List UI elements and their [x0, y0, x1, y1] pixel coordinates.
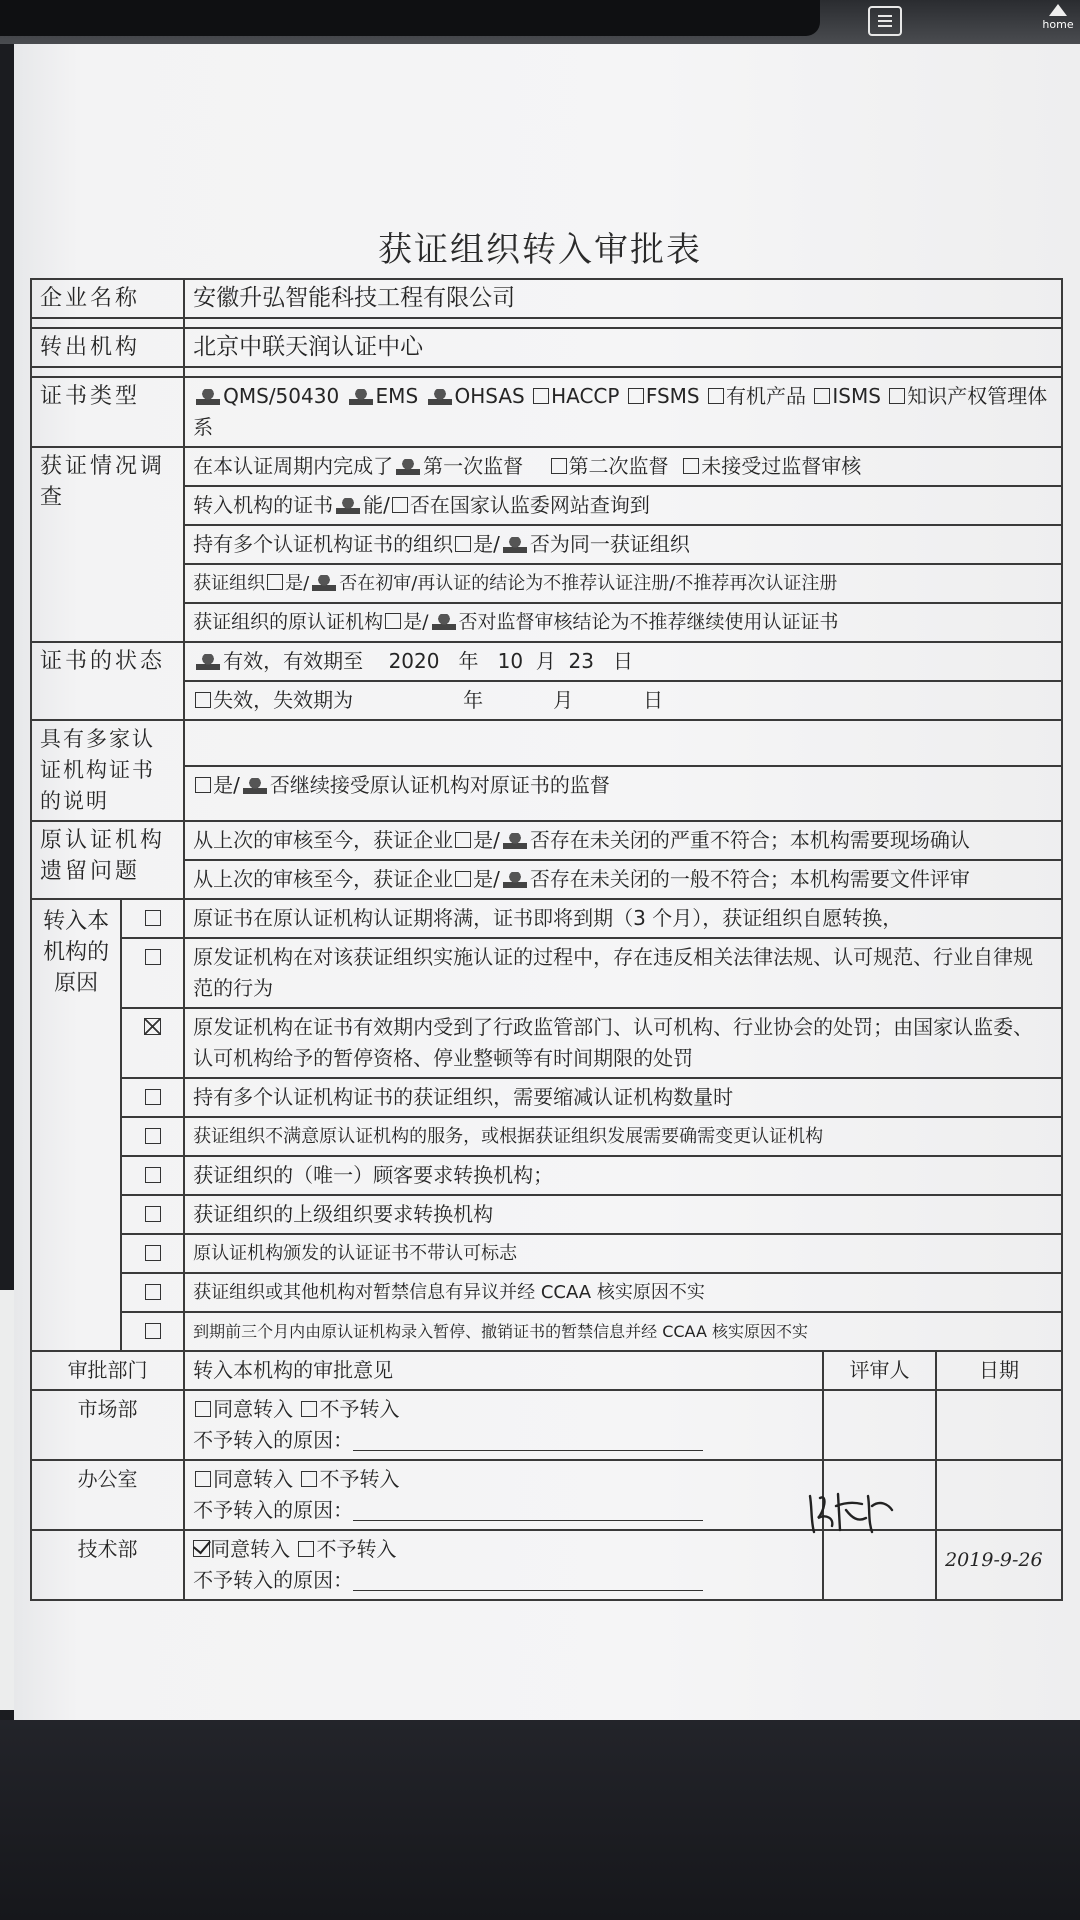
form-title: 获证组织转入审批表 [378, 230, 702, 270]
cert-type-row [31, 377, 1062, 447]
legacy-text: 从上次的审核至今，获证企业 [193, 867, 454, 891]
cert-type-options [184, 377, 1062, 447]
approval-form-table [30, 278, 1063, 1601]
checkbox-icon [392, 497, 408, 513]
survey-text: 否在国家认监委网站查询到 [409, 493, 650, 517]
month-unit: 月 [553, 688, 574, 712]
checked-tick-icon [193, 1540, 210, 1557]
left-paper-edge [0, 1290, 14, 1710]
reason-blank-line [353, 1430, 703, 1451]
reason-row [31, 1156, 1062, 1195]
valid-day: 23 [568, 649, 594, 673]
reason-row [31, 1117, 1062, 1156]
reason-row [31, 1234, 1062, 1273]
checkbox-icon [301, 1401, 317, 1417]
reject-reason-label: 不予转入的原因： [193, 1428, 354, 1452]
checked-mark-icon [349, 389, 373, 405]
survey-row-2 [31, 486, 1062, 525]
reason-row [31, 1273, 1062, 1312]
checkbox-icon [267, 574, 283, 590]
checked-mark-icon [196, 389, 220, 405]
agree-option: 同意转入 [213, 1397, 294, 1421]
checkbox-icon [628, 388, 644, 404]
cert-status-row-invalid [31, 681, 1062, 720]
survey-option: 未接受过监督审核 [701, 454, 862, 478]
legacy-option: 是/ [473, 867, 500, 891]
checkbox-icon [145, 949, 161, 965]
survey-text: 获证组织 [193, 573, 266, 594]
reason-item: 获证组织的上级组织要求转换机构 [184, 1195, 1062, 1234]
reason-item: 原证书在原认证机构认证期将满，证书即将到期（3 个月），获证组织自愿转换， [184, 899, 1062, 938]
date-header: 日期 [936, 1351, 1062, 1390]
checked-mark-icon [432, 614, 456, 630]
reason-item: 到期前三个月内由原认证机构录入暂停、撤销证书的暂禁信息并经 CCAA 核实原因不实 [184, 1312, 1062, 1351]
checkbox-icon [145, 1245, 161, 1261]
survey-text: 持有多个认证机构证书的组织 [193, 532, 454, 556]
agree-option: 同意转入 [213, 1467, 294, 1491]
checkbox-icon [195, 1401, 211, 1417]
checkbox-icon [889, 388, 905, 404]
reason-blank-line [353, 1570, 703, 1591]
reason-item: 获证组织的（唯一）顾客要求转换机构； [184, 1156, 1062, 1195]
multi-row [31, 766, 1062, 821]
legacy-row-2 [31, 860, 1062, 899]
cert-type-label: 证书类型 [31, 377, 184, 447]
cert-qms: QMS/50430 [223, 384, 340, 408]
menu-icon[interactable] [868, 6, 902, 36]
year-unit: 年 [458, 649, 479, 673]
approval-row-market [31, 1390, 1062, 1460]
checkbox-icon [145, 910, 161, 926]
reason-row [31, 938, 1062, 1008]
survey-option: 第一次监督 [423, 454, 524, 478]
checked-mark-icon [428, 389, 452, 405]
reviewer-signature [806, 1488, 896, 1536]
checked-mark-icon [312, 575, 336, 591]
dept-tech: 技术部 [31, 1530, 184, 1600]
reason-item: 原发证机构在证书有效期内受到了行政监管部门、认可机构、行业协会的处罚；由国家认监委、认可机构给予的暂停资格、停业整顿等有时间期限的处罚 [184, 1008, 1062, 1078]
from-org-row [31, 328, 1062, 367]
approval-opinion-header: 转入本机构的审批意见 [184, 1351, 823, 1390]
checked-mark-icon [336, 498, 360, 514]
from-org-value: 北京中联天润认证中心 [184, 328, 1062, 367]
approval-row-office [31, 1460, 1062, 1530]
cert-organic: 有机产品 [725, 384, 806, 408]
checkbox-icon [683, 458, 699, 474]
company-row [31, 279, 1062, 318]
legacy-text: 否存在未关闭的一般不符合；本机构需要文件评审 [529, 867, 970, 891]
day-unit: 日 [613, 649, 634, 673]
legacy-option: 是/ [473, 828, 500, 852]
checkbox-icon [455, 536, 471, 552]
approval-header-row [31, 1351, 1062, 1390]
survey-option: 是/ [285, 573, 310, 594]
dept-office: 办公室 [31, 1460, 184, 1530]
checkbox-icon [145, 1284, 161, 1300]
checked-mark-icon [503, 537, 527, 553]
checked-mark-icon [503, 872, 527, 888]
reason-row [31, 1195, 1062, 1234]
survey-option: 能/ [363, 493, 390, 517]
survey-label: 获证情况调查 [31, 447, 184, 642]
invalid-text: 失效，失效期为 [213, 688, 354, 712]
checked-checkbox-icon [144, 1018, 161, 1035]
reject-option: 不予转入 [319, 1467, 400, 1491]
cert-isms: ISMS [832, 384, 881, 408]
survey-row-1 [31, 447, 1062, 486]
home-label: home [1042, 18, 1074, 31]
company-label: 企业名称 [31, 279, 184, 318]
checkbox-icon [145, 1128, 161, 1144]
checked-mark-icon [243, 778, 267, 794]
checkbox-icon [195, 777, 211, 793]
survey-row-4 [31, 564, 1062, 603]
checkbox-icon [195, 1471, 211, 1487]
checked-mark-icon [396, 459, 420, 475]
reason-row [31, 1312, 1062, 1351]
checkbox-icon [145, 1323, 161, 1339]
legacy-row-1 [31, 821, 1062, 860]
photo-top-strip [0, 0, 1080, 44]
checkbox-icon [301, 1471, 317, 1487]
dept-market: 市场部 [31, 1390, 184, 1460]
reason-item: 原发证机构在对该获证组织实施认证的过程中，存在违反相关法律法规、认可规范、行业自律规范的行为 [184, 938, 1062, 1008]
cert-ems: EMS [375, 384, 419, 408]
home-icon[interactable] [1038, 4, 1078, 44]
company-value: 安徽升弘智能科技工程有限公司 [184, 279, 1062, 318]
tech-approval-date: 2019-9-26 [936, 1530, 1062, 1600]
cert-status-label: 证书的状态 [31, 642, 184, 720]
legacy-text: 否存在未关闭的严重不符合；本机构需要现场确认 [529, 828, 970, 852]
checkbox-icon [145, 1206, 161, 1222]
survey-row-3 [31, 525, 1062, 564]
checkbox-icon [814, 388, 830, 404]
checkbox-icon [145, 1167, 161, 1183]
reason-item: 获证组织或其他机构对暂禁信息有异议并经 CCAA 核实原因不实 [184, 1273, 1062, 1312]
reason-row [31, 1008, 1062, 1078]
year-unit: 年 [463, 688, 484, 712]
valid-year: 2020 [388, 649, 440, 673]
legacy-text: 从上次的审核至今，获证企业 [193, 828, 454, 852]
checkbox-icon [385, 613, 401, 629]
reject-reason-label: 不予转入的原因： [193, 1498, 354, 1522]
checked-mark-icon [196, 654, 220, 670]
reason-blank-line [353, 1500, 703, 1521]
valid-text: 有效，有效期至 [223, 649, 364, 673]
survey-option: 是/ [473, 532, 500, 556]
checkbox-icon [533, 388, 549, 404]
cert-status-row-valid [31, 642, 1062, 681]
survey-text: 转入机构的证书 [193, 493, 334, 517]
checkbox-icon [195, 692, 211, 708]
reject-reason-label: 不予转入的原因： [193, 1568, 354, 1592]
survey-option: 第二次监督 [568, 454, 669, 478]
reasons-label: 转入本机构的原因 [31, 899, 121, 1351]
approval-dept-header: 审批部门 [31, 1351, 184, 1390]
valid-month: 10 [497, 649, 524, 673]
multi-option: 是/ [213, 773, 240, 797]
multi-label: 具有多家认证机构证书的说明 [31, 720, 184, 821]
survey-row-5 [31, 603, 1062, 642]
month-unit: 月 [535, 649, 556, 673]
survey-text: 否在初审/再认证的结论为不推荐认证注册/不推荐再次认证注册 [339, 573, 838, 594]
reason-item: 原认证机构颁发的认证证书不带认可标志 [184, 1234, 1062, 1273]
approval-row-tech [31, 1530, 1062, 1600]
cert-ohsas: OHSAS [454, 384, 525, 408]
reject-option: 不予转入 [316, 1537, 397, 1561]
checkbox-icon [551, 458, 567, 474]
multi-text: 否继续接受原认证机构对原证书的监督 [269, 773, 610, 797]
checked-mark-icon [503, 833, 527, 849]
survey-text: 获证组织的原认证机构 [193, 611, 384, 633]
reason-row [31, 1078, 1062, 1117]
keyboard-edge [0, 0, 820, 36]
survey-option: 是/ [403, 611, 429, 633]
cert-fsms: FSMS [645, 384, 700, 408]
survey-text: 否为同一获证组织 [529, 532, 690, 556]
agree-option: 同意转入 [210, 1537, 291, 1561]
reject-option: 不予转入 [319, 1397, 400, 1421]
reason-item: 持有多个认证机构证书的获证组织，需要缩减认证机构数量时 [184, 1078, 1062, 1117]
checkbox-icon [708, 388, 724, 404]
cert-haccp: HACCP [551, 384, 620, 408]
photo-bottom-background [0, 1720, 1080, 1920]
reviewer-header: 评审人 [823, 1351, 936, 1390]
day-unit: 日 [643, 688, 664, 712]
reason-item: 获证组织不满意原认证机构的服务，或根据获证组织发展需要确需变更认证机构 [184, 1117, 1062, 1156]
checkbox-icon [298, 1541, 314, 1557]
multi-row-blank [31, 720, 1062, 766]
reason-row [31, 899, 1062, 938]
survey-text: 在本认证周期内完成了 [193, 454, 394, 478]
checkbox-icon [455, 871, 471, 887]
checkbox-icon [455, 832, 471, 848]
from-org-label: 转出机构 [31, 328, 184, 367]
survey-text: 否对监督审核结论为不推荐继续使用认证证书 [458, 611, 839, 633]
checkbox-icon [145, 1089, 161, 1105]
legacy-label: 原认证机构遗留问题 [31, 821, 184, 899]
cert-ip: 知识产权管理体系 [193, 384, 1048, 439]
